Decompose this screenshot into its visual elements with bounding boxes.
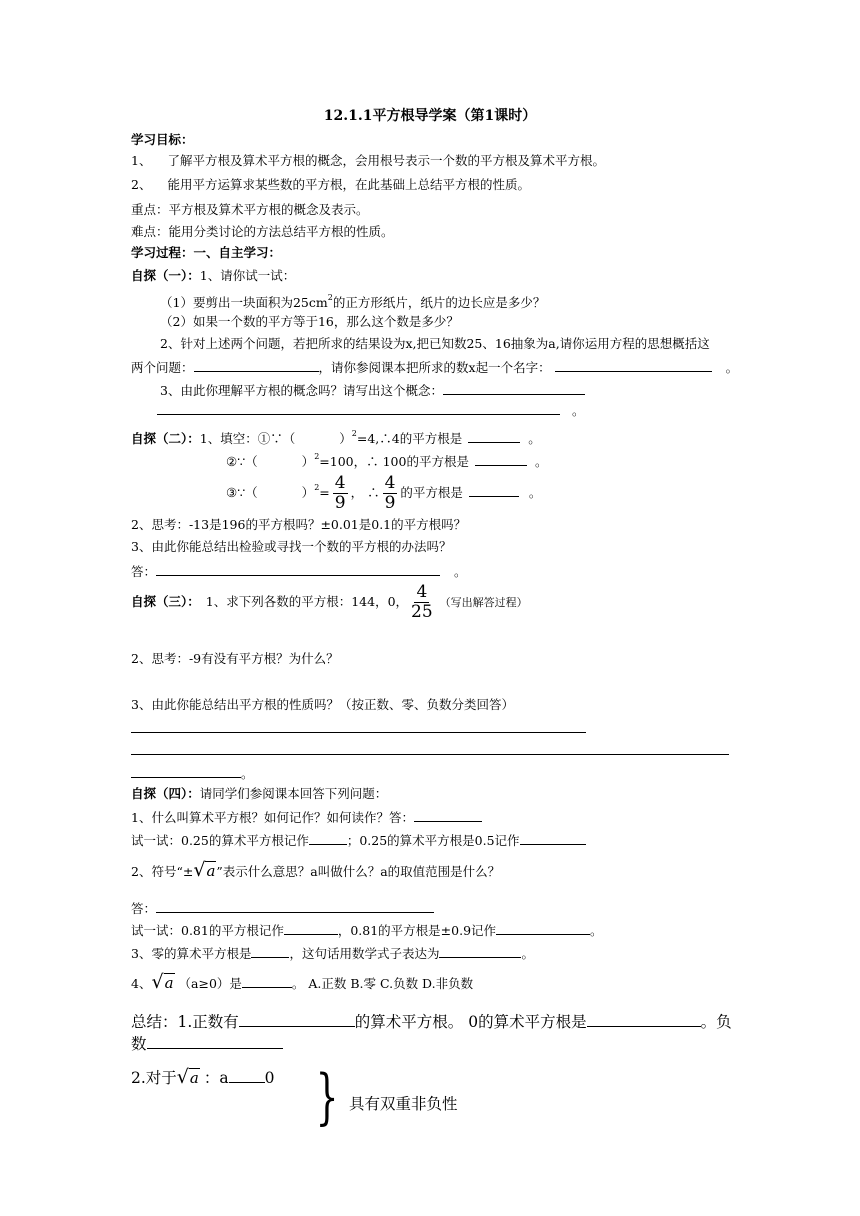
blank[interactable] bbox=[239, 1010, 355, 1027]
answer-line[interactable] bbox=[131, 732, 586, 733]
s1-p3-end: 。 bbox=[572, 403, 585, 418]
blank[interactable] bbox=[469, 483, 519, 497]
blank[interactable] bbox=[309, 831, 347, 845]
s3-q1: 自探（三）： 1、求下列各数的平方根：144，0， $\frac{4}{25}$ （写出解答过程） bbox=[131, 582, 528, 622]
sqrt-sign: √ bbox=[193, 859, 206, 881]
s1-q2: （2）如果一个数的平方等于16，那么这个数是多少？ bbox=[160, 314, 459, 329]
s4-q3: 3、零的算术平方根是 ，这句话用数学式子表达为 。 bbox=[131, 946, 534, 961]
s1-p3: 3、由此你理解平方根的概念吗？请写出这个概念： bbox=[160, 381, 585, 399]
blank[interactable] bbox=[156, 562, 440, 576]
summary-line1: 总结：1.正数有 的算术平方根。 0的算术平方根是 。负 bbox=[131, 1010, 732, 1032]
blank[interactable] bbox=[587, 1010, 701, 1027]
s4-try2: 试一试：0.81的平方根记作 ，0.81的平方根是±0.9记作 。 bbox=[131, 923, 603, 938]
s4-intro: 自探（四）：请同学们参阅课本回答下列问题： bbox=[131, 786, 388, 801]
s4-q1: 1、什么叫算术平方根？如何记作？如何读作？答： bbox=[131, 808, 482, 826]
answer-line[interactable] bbox=[131, 754, 729, 755]
goal-2: 2、 能用平方运算求某些数的平方根，在此基础上总结平方根的性质。 bbox=[131, 177, 530, 192]
fraction: $\frac{4}{9}$ bbox=[384, 473, 396, 513]
summary-point2: 2.对于√a ：a 0 bbox=[131, 1066, 275, 1088]
blank[interactable] bbox=[156, 899, 434, 913]
key-point: 重点：平方根及算术平方根的概念及表示。 bbox=[131, 202, 369, 217]
s1-q1: （1）要剪出一块面积为$25cm^2$的正方形纸片，纸片的边长应是多少？ bbox=[160, 293, 546, 310]
blank[interactable] bbox=[520, 831, 586, 845]
blank[interactable] bbox=[242, 974, 292, 988]
blank[interactable] bbox=[194, 358, 319, 372]
difficulty: 难点：能用分类讨论的方法总结平方根的性质。 bbox=[131, 224, 394, 239]
curly-brace: } bbox=[315, 1062, 339, 1132]
blank[interactable] bbox=[468, 429, 520, 443]
s4-q2: 2、符号“±√a”表示什么意思？a叫做什么？a的取值范围是什么？ bbox=[131, 859, 501, 881]
s2-row3: ③∵（ ）$^2$= $\frac{4}{9}$ ， ∴ $\frac{4}{9}$ 的平方根是 。 bbox=[226, 473, 542, 513]
goal-1: 1、 了解平方根及算术平方根的概念，会用根号表示一个数的平方根及算术平方根。 bbox=[131, 153, 605, 168]
s1-intro: 自探（一）：1、请你试一试： bbox=[131, 268, 296, 283]
blank[interactable] bbox=[555, 358, 712, 372]
fraction: $\frac{4}{9}$ bbox=[334, 473, 346, 513]
blank[interactable] bbox=[147, 1032, 283, 1049]
s1-p2b: 两个问题： ，请你参阅课本把所求的数x起一个名字： 。 bbox=[131, 360, 739, 375]
sqrt-sign: √ bbox=[176, 1066, 189, 1088]
blank[interactable] bbox=[475, 452, 527, 466]
s2-row1: 自探（二）：1、填空：①∵（ ）$^2$=4,∴4的平方根是 。 bbox=[131, 429, 541, 446]
blank[interactable] bbox=[443, 381, 585, 395]
goals-heading: 学习目标： bbox=[131, 132, 194, 147]
blank[interactable] bbox=[284, 921, 338, 935]
summary-brace-text: 具有双重非负性 bbox=[349, 1095, 458, 1113]
process-heading: 学习过程：一、自主学习： bbox=[131, 245, 282, 260]
sqrt-sign: √ bbox=[151, 971, 164, 993]
blank[interactable] bbox=[251, 944, 289, 958]
fraction: $\frac{4}{25}$ bbox=[411, 582, 433, 622]
s2-think: 2、思考：-13是196的平方根吗？±0.01是0.1的平方根吗？ bbox=[131, 517, 467, 532]
answer-line[interactable] bbox=[157, 414, 560, 415]
blank[interactable] bbox=[131, 764, 241, 778]
s1-p2a: 2、针对上述两个问题，若把所求的结果设为x,把已知数25、16抽象为a,请你运用方程的思想概括这 bbox=[160, 336, 710, 351]
s4-answer: 答： bbox=[131, 899, 434, 917]
page-title: 12.1.1平方根导学案（第1课时） bbox=[323, 108, 537, 124]
blank[interactable] bbox=[439, 944, 521, 958]
s4-q4: 4、√a （a≥0）是 。 A.正数 B.零 C.负数 D.非负数 bbox=[131, 971, 474, 993]
summary-line2: 数 bbox=[131, 1032, 283, 1054]
s2-row2: ②∵（ ）$^2$=100，∴ 100的平方根是 。 bbox=[226, 452, 548, 469]
s2-answer: 答： 。 bbox=[131, 564, 467, 579]
s3-q2: 2、思考：-9有没有平方根？为什么？ bbox=[131, 651, 339, 666]
s4-try1: 试一试：0.25的算术平方根记作 ；0.25的算术平方根是0.5记作 bbox=[131, 831, 586, 849]
s2-method: 3、由此你能总结出检验或寻找一个数的平方根的办法吗？ bbox=[131, 539, 452, 554]
s3-answer-end: 。 bbox=[131, 764, 254, 782]
blank[interactable] bbox=[496, 921, 590, 935]
blank[interactable] bbox=[414, 808, 482, 822]
s3-q3: 3、由此你能总结出平方根的性质吗？（按正数、零、负数分类回答） bbox=[131, 697, 514, 712]
blank[interactable] bbox=[229, 1066, 265, 1083]
